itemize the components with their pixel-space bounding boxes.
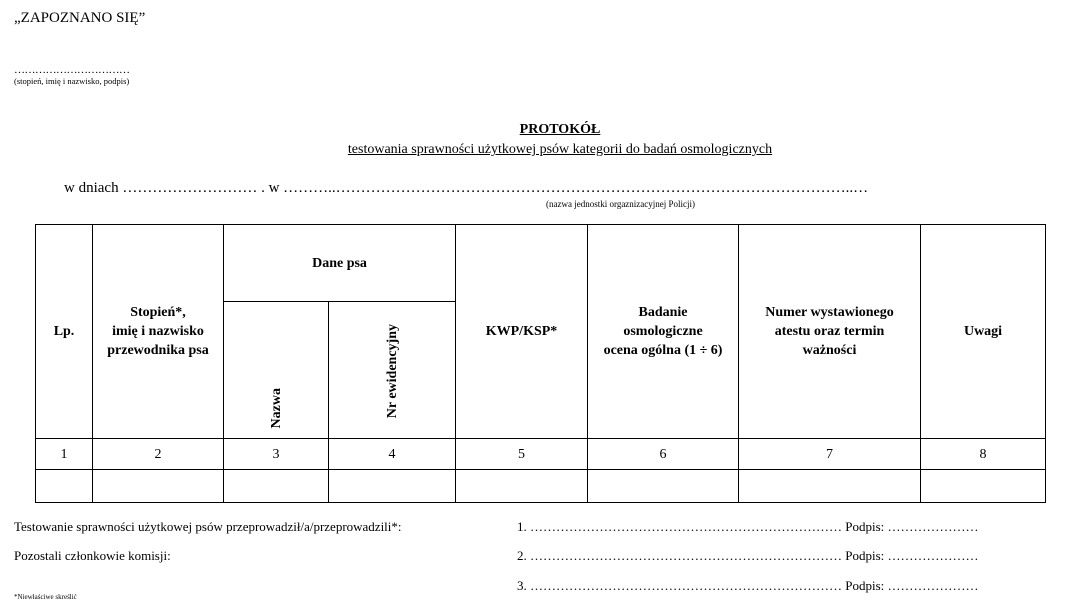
header-registration-number [329,302,456,439]
protocol-table [35,224,1046,503]
column-number: 3 [224,439,329,470]
empty-cell[interactable] [36,470,93,503]
tested-by-label: Testowanie sprawności użytkowej psów przeprowadził/a/przeprowadzili*: [14,519,402,534]
member-signature-line: 1. ……………………………………………………………… Podpis: ………………… [517,519,979,534]
document-subtitle: testowania sprawności użytkowej psów kategorii do badań osmologicznych [347,142,773,157]
column-number-row [36,439,1046,470]
header-dog-name-text: Nazwa [268,387,284,428]
header-test-line: Badanie [638,305,688,320]
column-number: 5 [456,439,588,470]
header-osmological-test [588,225,739,439]
header-dog-name [224,302,329,439]
signature-caption: (stopień, imię i nazwisko, podpis) [14,76,130,86]
header-dog-data: Dane psa [224,225,456,302]
header-cert-line: ważności [802,343,857,358]
column-number: 8 [921,439,1046,470]
date-location-line: w dniach ……………………… . w ………..…………………………………………………………………………………………..… [64,180,869,196]
table-row [36,470,1046,503]
header-registration-number-text: Nr ewidencyjny [384,323,400,418]
header-test-line: ocena ogólna (1 ÷ 6) [603,343,723,358]
footnote: *Niewłaściwe skreślić [14,593,77,601]
header-handler-line: przewodnika psa [107,343,209,358]
header-handler-line: Stopień*, [130,305,186,320]
member-signature-line: 2. ……………………………………………………………… Podpis: ………………… [517,548,979,563]
empty-cell[interactable] [588,470,739,503]
document-title: PROTOKÓŁ [519,122,601,137]
header-handler [93,225,224,439]
header-test-line: osmologiczne [623,324,703,339]
column-number: 1 [36,439,93,470]
other-members-label: Pozostali członkowie komisji: [14,548,171,563]
signature-line: …………………………… [14,64,130,76]
column-number: 4 [329,439,456,470]
member-signature-line: 3. ……………………………………………………………… Podpis: ………………… [517,578,979,593]
empty-cell[interactable] [921,470,1046,503]
header-remarks: Uwagi [921,225,1046,439]
header-kwp-ksp: KWP/KSP* [456,225,588,439]
column-number: 2 [93,439,224,470]
column-number: 7 [739,439,921,470]
header-handler-line: imię i nazwisko [112,324,204,339]
empty-cell[interactable] [456,470,588,503]
header-certificate-number [739,225,921,439]
empty-cell[interactable] [93,470,224,503]
column-number: 6 [588,439,739,470]
header-lp: Lp. [36,225,93,439]
header-cert-line: atestu oraz termin [774,324,885,339]
empty-cell[interactable] [224,470,329,503]
unit-caption: (nazwa jednostki orgaznizacyjnej Policji) [546,199,696,209]
acknowledged-label: „ZAPOZNANO SIĘ” [14,10,146,26]
empty-cell[interactable] [329,470,456,503]
empty-cell[interactable] [739,470,921,503]
header-cert-line: Numer wystawionego [765,305,894,320]
